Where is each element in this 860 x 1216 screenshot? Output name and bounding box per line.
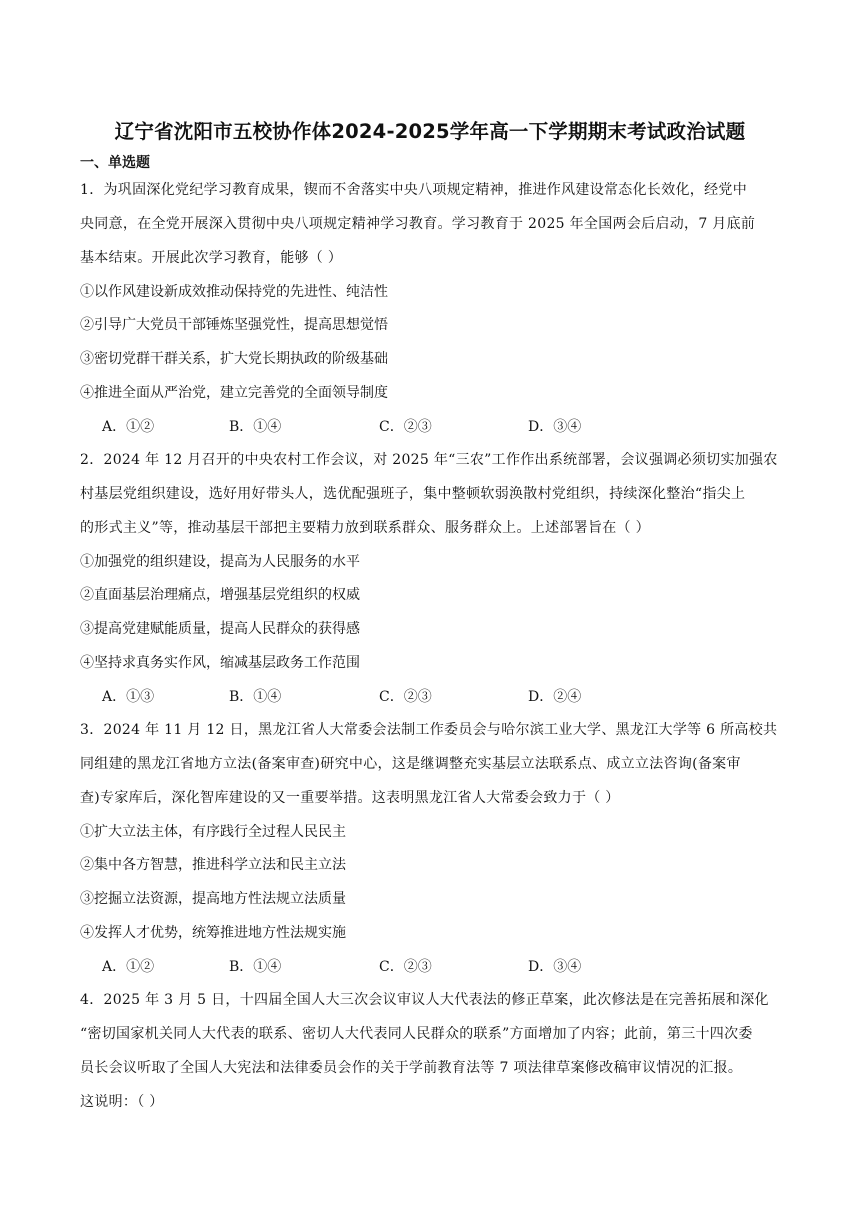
statement: ④坚持求真务实作风，缩减基层政务工作范围: [80, 655, 360, 671]
question-stem-line: 3．2024 年 11 月 12 日，黑龙江省人大常委会法制工作委员会与哈尔滨工业大学、黑龙江大学等 6 所高校共: [80, 722, 778, 738]
question-stem-line: 查)专家库后，深化智库建设的又一重要举措。这表明黑龙江省人大常委会致力于（ ）: [80, 790, 620, 806]
choice-d[interactable]: D．③④: [528, 959, 582, 975]
statement: ④发挥人才优势，统筹推进地方性法规实施: [80, 925, 346, 941]
statement: ③挖掘立法资源，提高地方性法规立法质量: [80, 891, 346, 907]
statement: ①扩大立法主体，有序践行全过程人民民主: [80, 824, 346, 840]
choice-d[interactable]: D．②④: [528, 689, 582, 705]
statement: ②集中各方智慧，推进科学立法和民主立法: [80, 857, 346, 873]
choice-b[interactable]: B．①④: [229, 959, 282, 975]
question-stem-line: 同组建的黑龙江省地方立法(备案审查)研究中心，这是继调整充实基层立法联系点、成立立法咨询(备案审: [80, 756, 741, 772]
section-heading: 一、单选题: [80, 155, 150, 171]
choice-a[interactable]: A．①②: [102, 419, 155, 435]
document-title: 辽宁省沈阳市五校协作体2024-2025学年高一下学期期末考试政治试题: [114, 120, 746, 143]
choice-c[interactable]: C．②③: [379, 959, 432, 975]
question-stem-line: 员长会议听取了全国人大宪法和法律委员会作的关于学前教育法等 7 项法律草案修改稿审议情况的汇报。: [80, 1060, 743, 1076]
question-stem-line: 1．为巩固深化党纪学习教育成果，锲而不舍落实中央八项规定精神，推进作风建设常态化长效化，经党中: [80, 182, 748, 198]
statement: ②引导广大党员干部锤炼坚强党性，提高思想觉悟: [80, 317, 388, 333]
question-stem-line: 基本结束。开展此次学习教育，能够（ ）: [80, 250, 343, 266]
statement: ①以作风建设新成效推动保持党的先进性、纯洁性: [80, 284, 388, 300]
question-stem-line: 的形式主义”等，推动基层干部把主要精力放到联系群众、服务群众上。上述部署旨在（ ）: [80, 520, 650, 536]
choice-b[interactable]: B．①④: [229, 689, 282, 705]
choice-b[interactable]: B．①④: [229, 419, 282, 435]
choice-c[interactable]: C．②③: [379, 419, 432, 435]
choice-c[interactable]: C．②③: [379, 689, 432, 705]
question-stem-line: 2．2024 年 12 月召开的中央农村工作会议，对 2025 年“三农”工作作出系统部署，会议强调必须切实加强农: [80, 452, 778, 468]
statement: ①加强党的组织建设，提高为人民服务的水平: [80, 554, 360, 570]
question-stem-line: 4．2025 年 3 月 5 日，十四届全国人大三次会议审议人大代表法的修正草案，此次修法是在完善拓展和深化: [80, 992, 769, 1008]
statement: ②直面基层治理痛点，增强基层党组织的权威: [80, 587, 360, 603]
answer-choices: [102, 686, 802, 706]
question-stem-line: 央同意，在全党开展深入贯彻中央八项规定精神学习教育。学习教育于 2025 年全国两会后启动，7 月底前: [80, 216, 756, 232]
question-stem-line: 这说明：（ ）: [80, 1094, 164, 1110]
choice-a[interactable]: A．①③: [102, 689, 155, 705]
choice-d[interactable]: D．③④: [528, 419, 582, 435]
statement: ③密切党群干群关系，扩大党长期执政的阶级基础: [80, 351, 388, 367]
answer-choices: [102, 956, 802, 976]
answer-choices: [102, 416, 802, 436]
question-stem-line: “密切国家机关同人大代表的联系、密切人大代表同人民群众的联系”方面增加了内容；此前，第三十四次委: [80, 1026, 753, 1042]
choice-a[interactable]: A．①②: [102, 959, 155, 975]
question-stem-line: 村基层党组织建设，选好用好带头人，选优配强班子，集中整顿软弱涣散村党组织，持续深化整治“指尖上: [80, 486, 746, 502]
statement: ④推进全面从严治党，建立完善党的全面领导制度: [80, 385, 388, 401]
statement: ③提高党建赋能质量，提高人民群众的获得感: [80, 621, 360, 637]
